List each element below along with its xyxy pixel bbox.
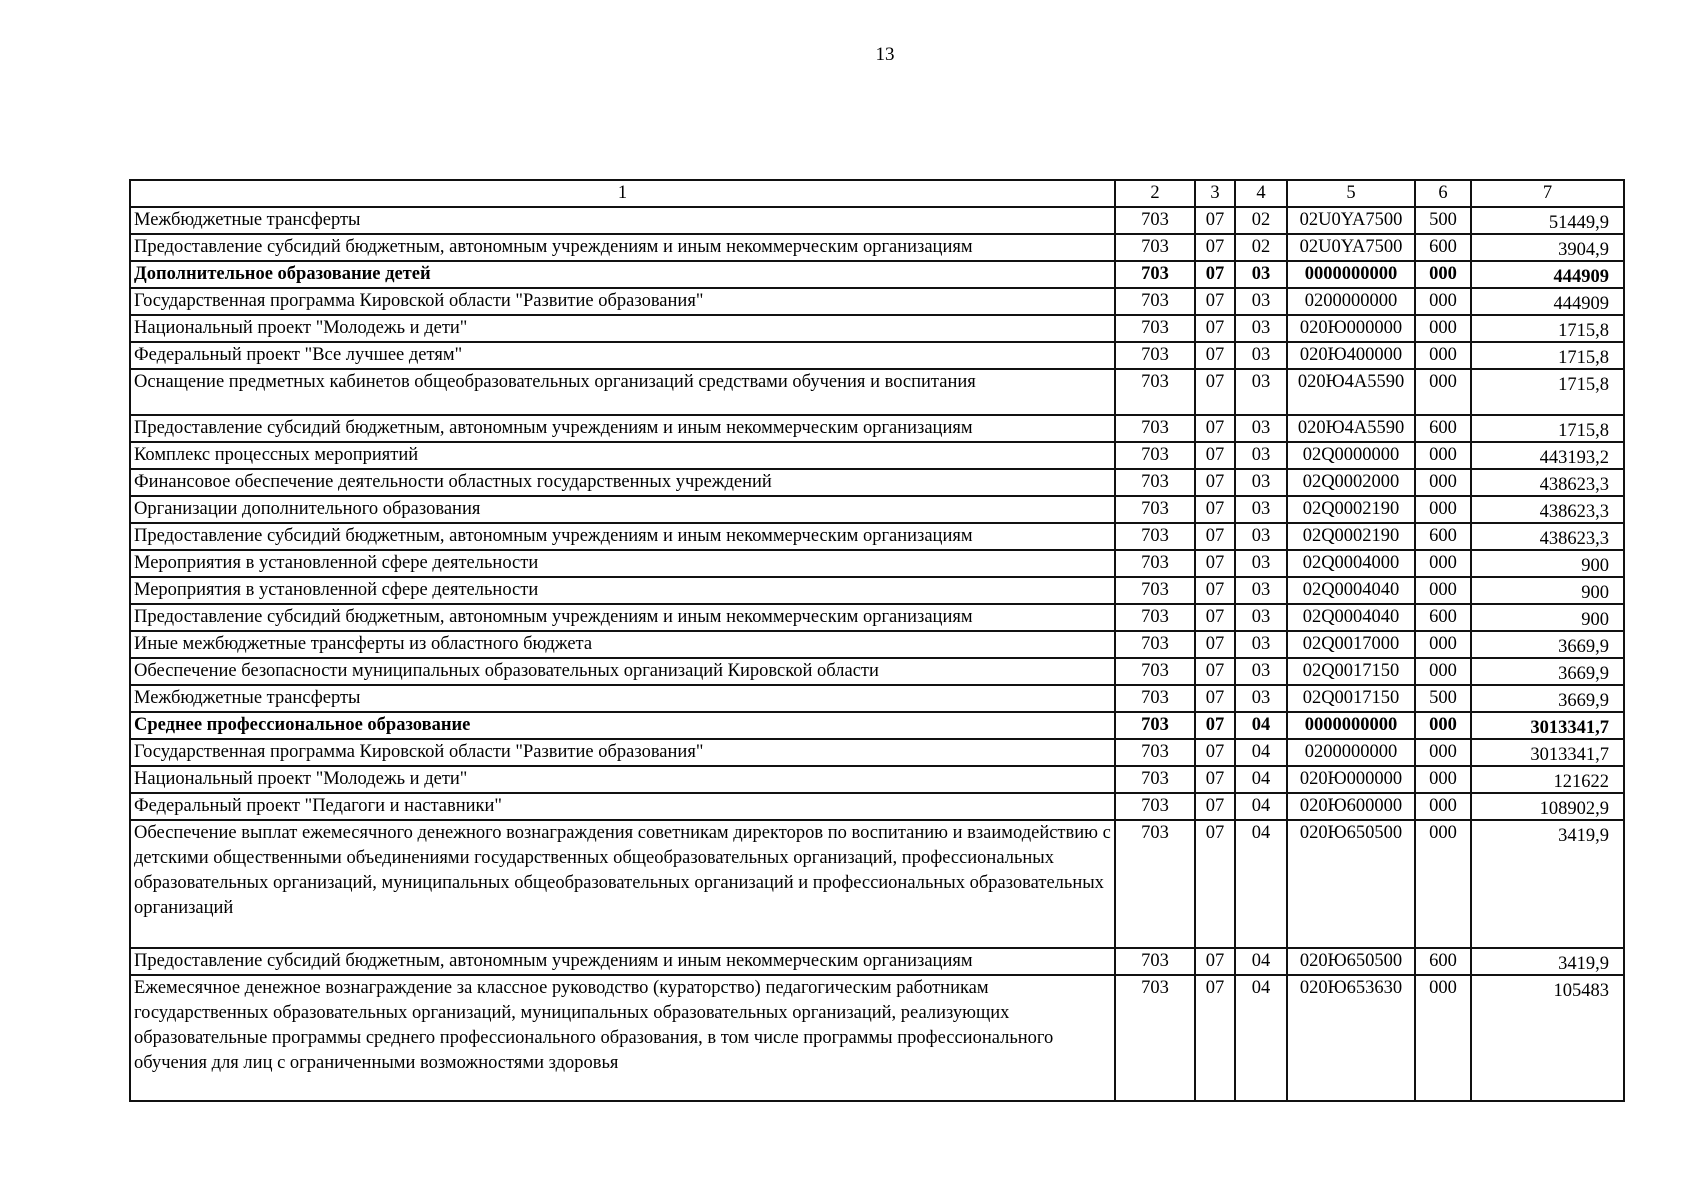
row-subsection: 02 [1235, 207, 1287, 234]
row-amount [1471, 234, 1624, 261]
row-target-article: 02Q0004040 [1287, 604, 1415, 631]
row-subsection: 03 [1235, 496, 1287, 523]
row-amount-value: 1715,8 [1558, 421, 1609, 441]
row-ministry-code: 703 [1115, 469, 1195, 496]
row-subsection: 03 [1235, 469, 1287, 496]
row-name: Обеспечение безопасности муниципальных образовательных организаций Кировской области [130, 658, 1115, 685]
row-amount [1471, 975, 1624, 1101]
row-ministry-code: 703 [1115, 496, 1195, 523]
row-section: 07 [1195, 577, 1235, 604]
row-amount-value: 900 [1581, 610, 1609, 630]
row-target-article: 020Ю000000 [1287, 766, 1415, 793]
row-amount-value: 121622 [1553, 772, 1609, 792]
row-target-article: 020Ю400000 [1287, 342, 1415, 369]
row-name: Организации дополнительного образования [130, 496, 1115, 523]
row-name: Среднее профессиональное образование [130, 712, 1115, 739]
row-subsection: 03 [1235, 288, 1287, 315]
row-amount [1471, 712, 1624, 739]
row-name: Предоставление субсидий бюджетным, автономным учреждениям и иным некоммерческим организациям [130, 604, 1115, 631]
row-expense-type: 500 [1415, 207, 1471, 234]
table-row [130, 342, 1624, 369]
row-target-article: 02Q0017150 [1287, 658, 1415, 685]
header-col-2: 2 [1115, 180, 1195, 207]
table-row [130, 975, 1624, 1101]
row-expense-type: 000 [1415, 975, 1471, 1101]
row-name: Межбюджетные трансферты [130, 685, 1115, 712]
row-amount-value: 105483 [1553, 981, 1609, 1001]
row-name: Предоставление субсидий бюджетным, автономным учреждениям и иным некоммерческим организациям [130, 415, 1115, 442]
row-amount [1471, 820, 1624, 948]
header-col-4: 4 [1235, 180, 1287, 207]
table-row [130, 315, 1624, 342]
row-expense-type: 600 [1415, 604, 1471, 631]
row-amount [1471, 442, 1624, 469]
row-amount [1471, 685, 1624, 712]
row-name: Мероприятия в установленной сфере деятельности [130, 577, 1115, 604]
row-expense-type: 000 [1415, 261, 1471, 288]
row-name: Мероприятия в установленной сфере деятельности [130, 550, 1115, 577]
page-number: 13 [875, 44, 895, 65]
row-section: 07 [1195, 496, 1235, 523]
row-amount-value: 3419,9 [1558, 826, 1609, 846]
row-ministry-code: 703 [1115, 712, 1195, 739]
row-subsection: 03 [1235, 631, 1287, 658]
row-expense-type: 000 [1415, 766, 1471, 793]
row-name: Государственная программа Кировской области "Развитие образования" [130, 288, 1115, 315]
table-row [130, 469, 1624, 496]
row-section: 07 [1195, 739, 1235, 766]
row-amount [1471, 469, 1624, 496]
row-ministry-code: 703 [1115, 739, 1195, 766]
row-subsection: 02 [1235, 234, 1287, 261]
row-section: 07 [1195, 469, 1235, 496]
row-expense-type: 000 [1415, 442, 1471, 469]
row-subsection: 03 [1235, 369, 1287, 415]
row-amount-value: 51449,9 [1548, 213, 1609, 233]
row-amount-value: 3013341,7 [1530, 745, 1609, 765]
row-amount-value: 3904,9 [1558, 240, 1609, 260]
row-section: 07 [1195, 975, 1235, 1101]
row-subsection: 03 [1235, 604, 1287, 631]
row-ministry-code: 703 [1115, 415, 1195, 442]
table-row [130, 739, 1624, 766]
table-row [130, 658, 1624, 685]
table-row [130, 207, 1624, 234]
row-amount-value: 3669,9 [1558, 691, 1609, 711]
row-name: Национальный проект "Молодежь и дети" [130, 766, 1115, 793]
row-subsection: 03 [1235, 550, 1287, 577]
row-target-article: 020Ю4А5590 [1287, 415, 1415, 442]
row-section: 07 [1195, 604, 1235, 631]
row-expense-type: 000 [1415, 631, 1471, 658]
row-target-article: 0000000000 [1287, 261, 1415, 288]
row-section: 07 [1195, 415, 1235, 442]
row-name: Федеральный проект "Педагоги и наставники" [130, 793, 1115, 820]
table-row [130, 496, 1624, 523]
row-expense-type: 000 [1415, 469, 1471, 496]
table-row [130, 577, 1624, 604]
row-target-article: 02Q0002000 [1287, 469, 1415, 496]
row-amount-value: 1715,8 [1558, 375, 1609, 395]
row-ministry-code: 703 [1115, 234, 1195, 261]
row-section: 07 [1195, 442, 1235, 469]
row-ministry-code: 703 [1115, 550, 1195, 577]
row-amount-value: 3669,9 [1558, 637, 1609, 657]
row-ministry-code: 703 [1115, 369, 1195, 415]
table-row [130, 793, 1624, 820]
table-row [130, 234, 1624, 261]
header-col-3: 3 [1195, 180, 1235, 207]
row-amount [1471, 948, 1624, 975]
row-amount [1471, 577, 1624, 604]
header-row [130, 180, 1624, 207]
row-target-article: 02U0YA7500 [1287, 207, 1415, 234]
row-amount-value: 438623,3 [1539, 475, 1609, 495]
row-name: Предоставление субсидий бюджетным, автономным учреждениям и иным некоммерческим организациям [130, 523, 1115, 550]
row-section: 07 [1195, 315, 1235, 342]
row-section: 07 [1195, 234, 1235, 261]
row-expense-type: 000 [1415, 288, 1471, 315]
row-amount-value: 444909 [1553, 294, 1609, 314]
row-target-article: 020Ю650500 [1287, 820, 1415, 948]
row-amount [1471, 739, 1624, 766]
row-section: 07 [1195, 261, 1235, 288]
row-amount [1471, 631, 1624, 658]
row-amount [1471, 342, 1624, 369]
row-amount [1471, 261, 1624, 288]
table-row [130, 415, 1624, 442]
budget-table [129, 179, 1625, 1102]
row-subsection: 03 [1235, 577, 1287, 604]
row-expense-type: 000 [1415, 820, 1471, 948]
row-amount-value: 1715,8 [1558, 321, 1609, 341]
row-ministry-code: 703 [1115, 261, 1195, 288]
row-subsection: 04 [1235, 739, 1287, 766]
row-expense-type: 000 [1415, 577, 1471, 604]
row-target-article: 02Q0017000 [1287, 631, 1415, 658]
header-col-6: 6 [1415, 180, 1471, 207]
row-subsection: 03 [1235, 523, 1287, 550]
row-expense-type: 000 [1415, 712, 1471, 739]
row-section: 07 [1195, 631, 1235, 658]
table-row [130, 948, 1624, 975]
row-ministry-code: 703 [1115, 658, 1195, 685]
row-amount-value: 438623,3 [1539, 529, 1609, 549]
row-name: Комплекс процессных мероприятий [130, 442, 1115, 469]
row-subsection: 03 [1235, 342, 1287, 369]
row-amount-value: 900 [1581, 556, 1609, 576]
row-subsection: 04 [1235, 948, 1287, 975]
row-amount [1471, 369, 1624, 415]
row-expense-type: 000 [1415, 550, 1471, 577]
row-section: 07 [1195, 820, 1235, 948]
row-amount [1471, 415, 1624, 442]
row-section: 07 [1195, 342, 1235, 369]
row-amount-value: 3669,9 [1558, 664, 1609, 684]
row-section: 07 [1195, 550, 1235, 577]
row-target-article: 020Ю000000 [1287, 315, 1415, 342]
row-amount [1471, 207, 1624, 234]
row-target-article: 020Ю653630 [1287, 975, 1415, 1101]
row-amount [1471, 315, 1624, 342]
row-name: Предоставление субсидий бюджетным, автономным учреждениям и иным некоммерческим организациям [130, 948, 1115, 975]
table-row [130, 685, 1624, 712]
row-subsection: 04 [1235, 766, 1287, 793]
row-expense-type: 600 [1415, 948, 1471, 975]
table-row [130, 288, 1624, 315]
table-row [130, 369, 1624, 415]
row-name: Федеральный проект "Все лучшее детям" [130, 342, 1115, 369]
header-col-7: 7 [1471, 180, 1624, 207]
row-ministry-code: 703 [1115, 207, 1195, 234]
row-amount [1471, 766, 1624, 793]
row-name: Национальный проект "Молодежь и дети" [130, 315, 1115, 342]
row-amount [1471, 288, 1624, 315]
row-amount-value: 3419,9 [1558, 954, 1609, 974]
row-ministry-code: 703 [1115, 604, 1195, 631]
row-ministry-code: 703 [1115, 288, 1195, 315]
row-expense-type: 000 [1415, 739, 1471, 766]
row-section: 07 [1195, 766, 1235, 793]
row-target-article: 02Q0002190 [1287, 523, 1415, 550]
row-subsection: 04 [1235, 820, 1287, 948]
row-amount [1471, 604, 1624, 631]
row-ministry-code: 703 [1115, 523, 1195, 550]
row-section: 07 [1195, 793, 1235, 820]
row-target-article: 0000000000 [1287, 712, 1415, 739]
row-expense-type: 000 [1415, 793, 1471, 820]
row-amount-value: 438623,3 [1539, 502, 1609, 522]
row-section: 07 [1195, 288, 1235, 315]
row-amount-value: 900 [1581, 583, 1609, 603]
header-col-5: 5 [1287, 180, 1415, 207]
row-section: 07 [1195, 207, 1235, 234]
row-subsection: 03 [1235, 442, 1287, 469]
row-ministry-code: 703 [1115, 793, 1195, 820]
row-ministry-code: 703 [1115, 631, 1195, 658]
row-amount-value: 443193,2 [1539, 448, 1609, 468]
row-amount [1471, 523, 1624, 550]
row-amount-value: 108902,9 [1539, 799, 1609, 819]
row-section: 07 [1195, 948, 1235, 975]
row-ministry-code: 703 [1115, 948, 1195, 975]
row-ministry-code: 703 [1115, 577, 1195, 604]
row-expense-type: 000 [1415, 658, 1471, 685]
row-name: Межбюджетные трансферты [130, 207, 1115, 234]
row-ministry-code: 703 [1115, 820, 1195, 948]
row-section: 07 [1195, 523, 1235, 550]
row-target-article: 020Ю650500 [1287, 948, 1415, 975]
row-name: Оснащение предметных кабинетов общеобразовательных организаций средствами обучения и воспитания [130, 369, 1115, 415]
row-name: Ежемесячное денежное вознаграждение за классное руководство (кураторство) педагогическим работникам государственных образовательных организаций, муниципальных образовательных организаций, реализующих образовательные программы среднего профессионального образования, в том числе программы профессионального обучения для лиц с ограниченными возможностями здоровья [130, 975, 1115, 1101]
row-target-article: 02U0YA7500 [1287, 234, 1415, 261]
row-section: 07 [1195, 658, 1235, 685]
row-ministry-code: 703 [1115, 975, 1195, 1101]
row-target-article: 02Q0000000 [1287, 442, 1415, 469]
row-subsection: 04 [1235, 793, 1287, 820]
row-ministry-code: 703 [1115, 342, 1195, 369]
row-ministry-code: 703 [1115, 442, 1195, 469]
table-row [130, 712, 1624, 739]
row-target-article: 02Q0004040 [1287, 577, 1415, 604]
row-name: Дополнительное образование детей [130, 261, 1115, 288]
row-expense-type: 000 [1415, 315, 1471, 342]
row-expense-type: 000 [1415, 342, 1471, 369]
table-row [130, 523, 1624, 550]
row-target-article: 020Ю600000 [1287, 793, 1415, 820]
row-amount-value: 444909 [1553, 267, 1609, 287]
table-row [130, 766, 1624, 793]
row-amount [1471, 550, 1624, 577]
table-row [130, 550, 1624, 577]
row-amount [1471, 793, 1624, 820]
row-target-article: 020Ю4А5590 [1287, 369, 1415, 415]
row-amount-value: 3013341,7 [1530, 718, 1609, 738]
header-col-1: 1 [130, 180, 1115, 207]
row-amount [1471, 658, 1624, 685]
row-name: Государственная программа Кировской области "Развитие образования" [130, 739, 1115, 766]
row-expense-type: 600 [1415, 415, 1471, 442]
row-ministry-code: 703 [1115, 315, 1195, 342]
row-expense-type: 600 [1415, 234, 1471, 261]
row-target-article: 0200000000 [1287, 739, 1415, 766]
table-row [130, 442, 1624, 469]
table-row [130, 631, 1624, 658]
row-subsection: 04 [1235, 712, 1287, 739]
row-target-article: 02Q0017150 [1287, 685, 1415, 712]
row-amount-value: 1715,8 [1558, 348, 1609, 368]
row-name: Финансовое обеспечение деятельности областных государственных учреждений [130, 469, 1115, 496]
row-section: 07 [1195, 685, 1235, 712]
table-body [130, 207, 1624, 1101]
row-name: Обеспечение выплат ежемесячного денежного вознаграждения советникам директоров по воспитанию и взаимодействию с детскими общественными объединениями государственных общеобразовательных организаций, профессиональных образовательных организаций, муниципальных общеобразовательных организаций и профессиональных образовательных организаций [130, 820, 1115, 948]
row-subsection: 03 [1235, 415, 1287, 442]
row-amount [1471, 496, 1624, 523]
table-row [130, 820, 1624, 948]
row-section: 07 [1195, 369, 1235, 415]
row-target-article: 0200000000 [1287, 288, 1415, 315]
row-subsection: 03 [1235, 315, 1287, 342]
row-expense-type: 600 [1415, 523, 1471, 550]
row-subsection: 04 [1235, 975, 1287, 1101]
row-target-article: 02Q0004000 [1287, 550, 1415, 577]
row-section: 07 [1195, 712, 1235, 739]
row-name: Предоставление субсидий бюджетным, автономным учреждениям и иным некоммерческим организациям [130, 234, 1115, 261]
row-subsection: 03 [1235, 261, 1287, 288]
row-target-article: 02Q0002190 [1287, 496, 1415, 523]
table-row [130, 604, 1624, 631]
row-expense-type: 000 [1415, 369, 1471, 415]
row-subsection: 03 [1235, 658, 1287, 685]
row-expense-type: 500 [1415, 685, 1471, 712]
row-name: Иные межбюджетные трансферты из областного бюджета [130, 631, 1115, 658]
table-row [130, 261, 1624, 288]
row-expense-type: 000 [1415, 496, 1471, 523]
row-ministry-code: 703 [1115, 766, 1195, 793]
row-subsection: 03 [1235, 685, 1287, 712]
row-ministry-code: 703 [1115, 685, 1195, 712]
